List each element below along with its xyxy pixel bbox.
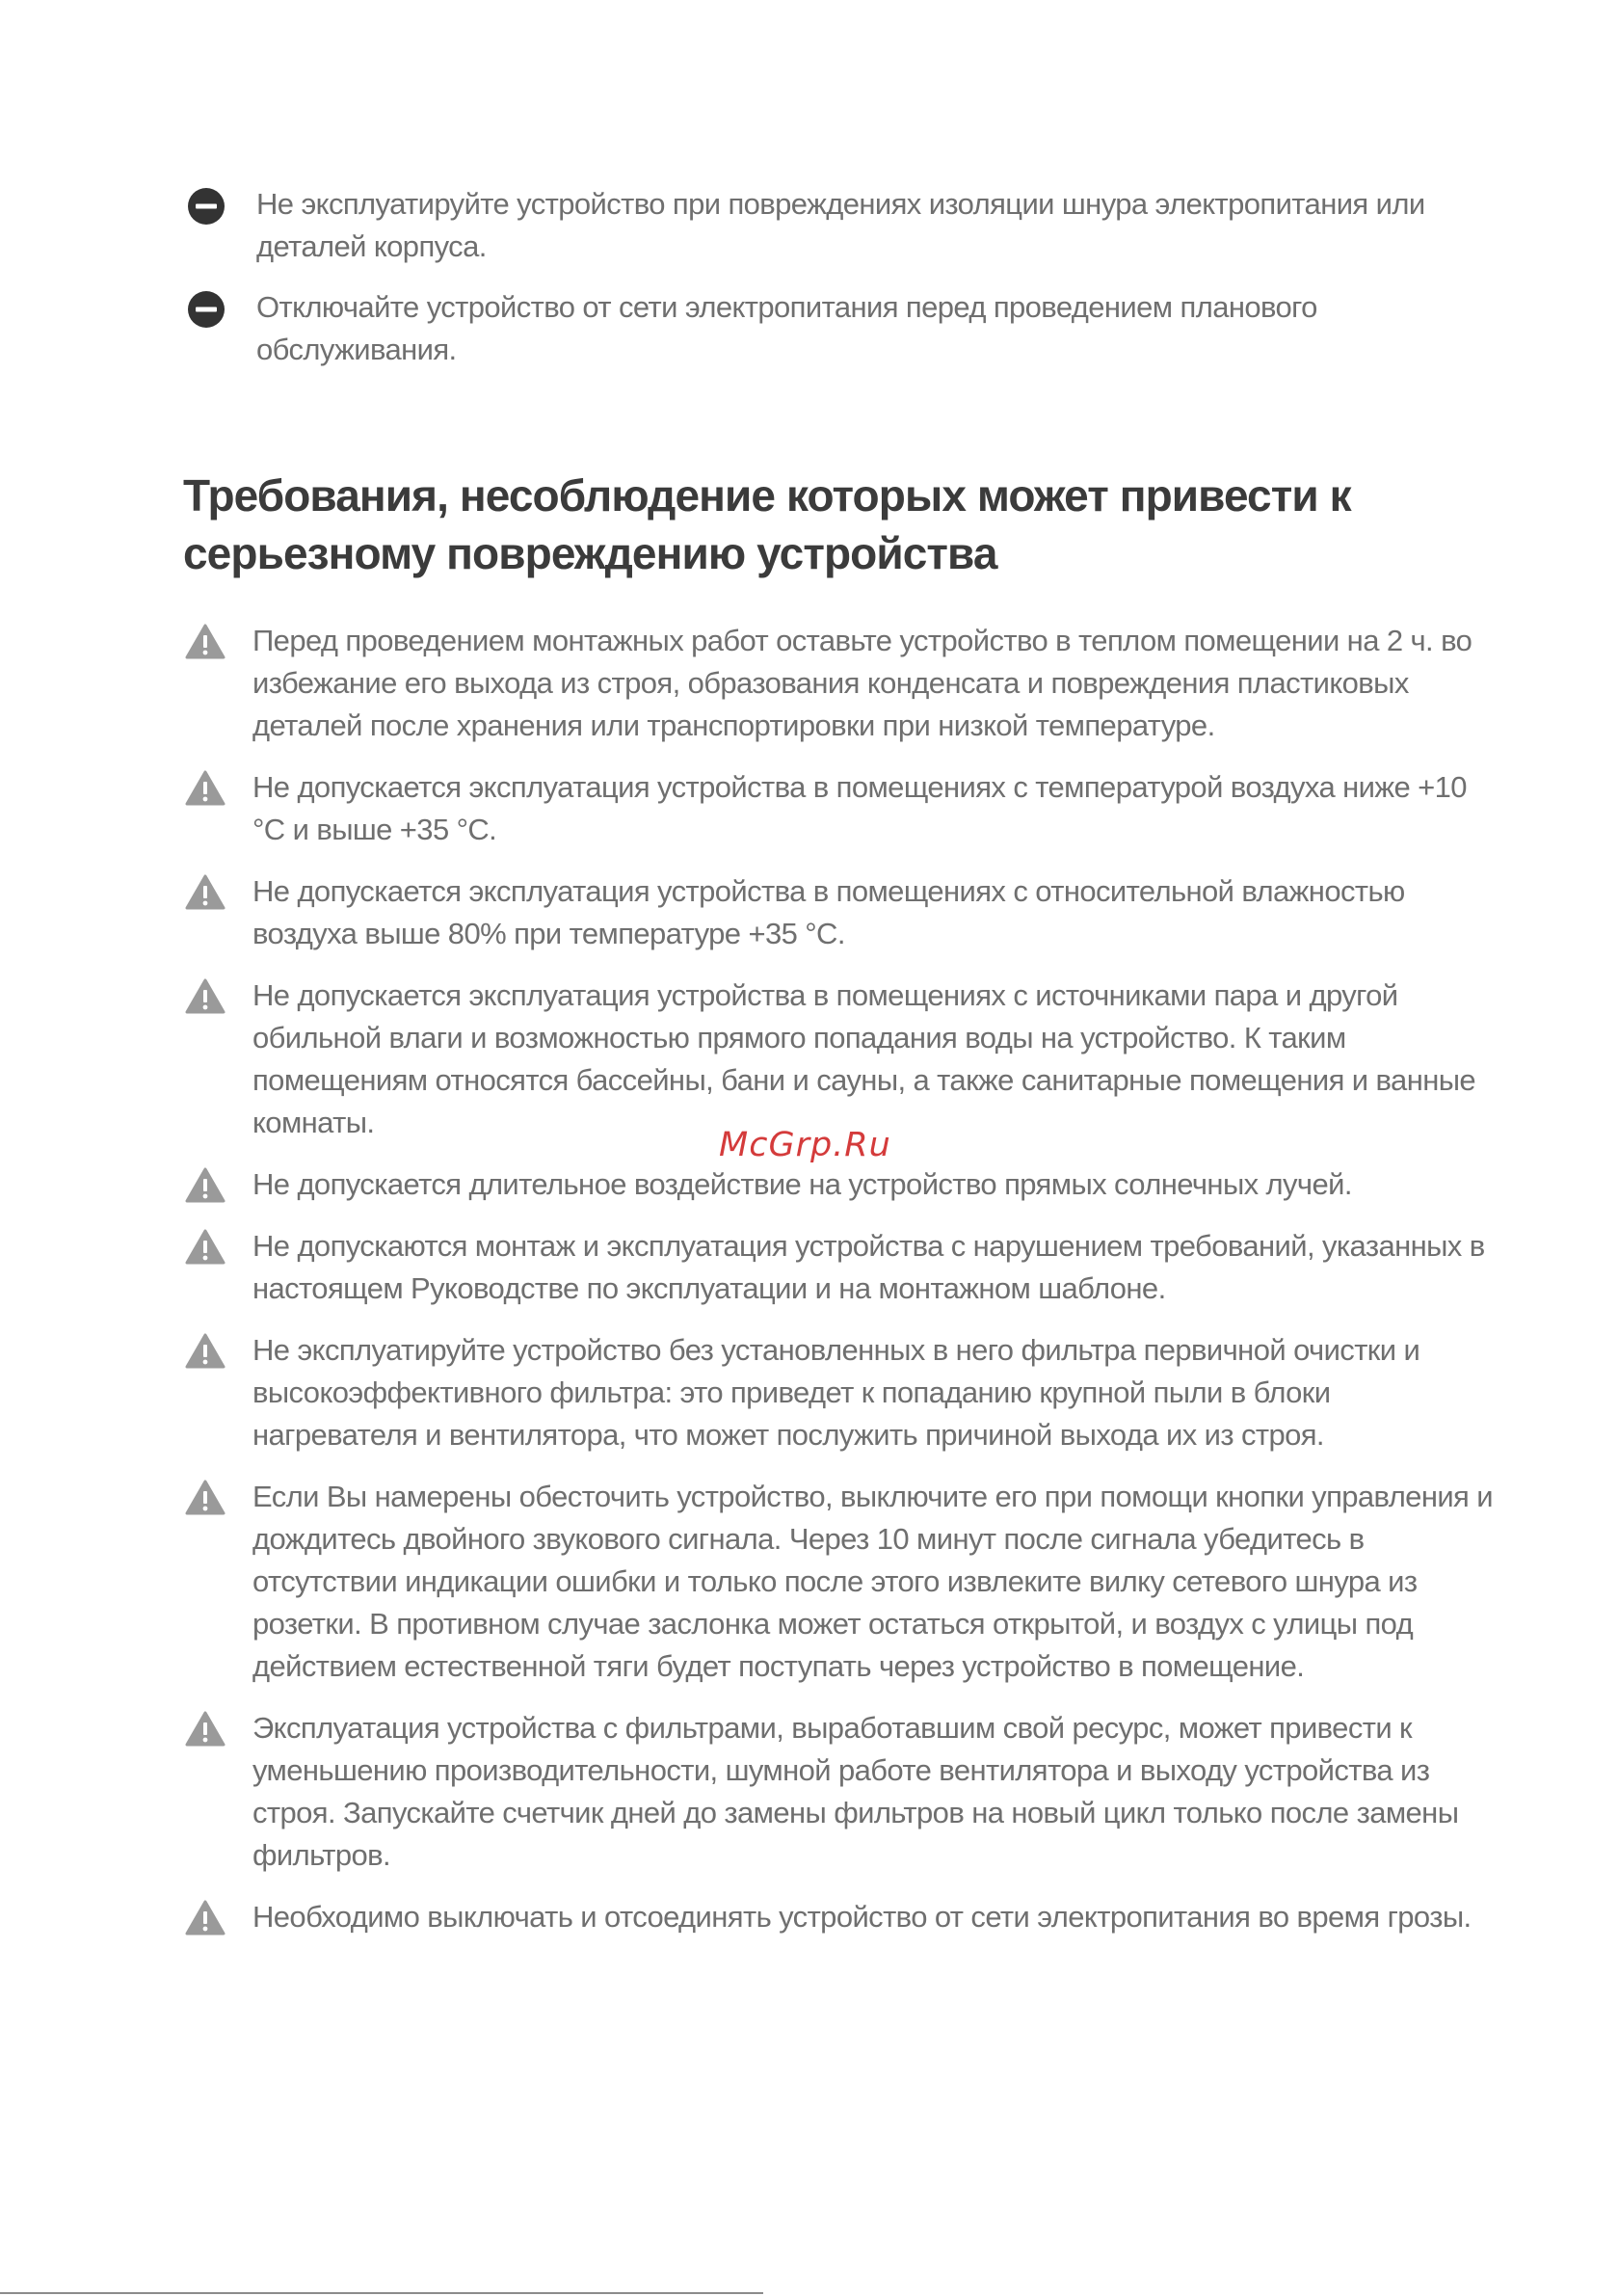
warning-text: Эксплуатация устройства с фильтрами, выработавшим свой ресурс, может привести к уменьшению производительности, шумной работе вентилятора и выходу устройства из строя. Запускайте счетчик дней до замены фильтров на новый цикл только после замены фильтров. xyxy=(252,1711,1459,1872)
warning-text: Не допускается эксплуатация устройства в помещениях с источниками пара и другой обильной влаги и возможностью прямого попадания воды на устройство. К таким помещениям относятся бассейны, бани и сауны, а также санитарные помещения и ванные комнаты. xyxy=(252,978,1476,1139)
warning-text: Не допускается эксплуатация устройства в помещениях с относительной влажностью воздуха выше 80% при температуре +35 °C. xyxy=(252,874,1405,950)
warning-list xyxy=(183,620,1494,1958)
warning-item xyxy=(183,620,1494,747)
warning-item xyxy=(183,1225,1494,1310)
prohibition-text: Не эксплуатируйте устройство при повреждениях изоляции шнура электропитания или деталей корпуса. xyxy=(256,187,1425,263)
warning-text: Не допускаются монтаж и эксплуатация устройства с нарушением требований, указанных в настоящем Руководстве по эксплуатации и на монтажном шаблоне. xyxy=(252,1229,1485,1305)
warning-icon xyxy=(185,1167,225,1204)
watermark: McGrp.Ru xyxy=(719,1126,891,1164)
warning-item xyxy=(183,870,1494,955)
warning-icon xyxy=(185,1711,225,1748)
warning-text: Не допускается длительное воздействие на устройство прямых солнечных лучей. xyxy=(252,1167,1352,1201)
footer-rule xyxy=(0,2292,763,2294)
warning-icon xyxy=(185,1480,225,1516)
warning-item xyxy=(183,1707,1494,1877)
warning-text: Не эксплуатируйте устройство без установленных в него фильтра первичной очистки и высокоэффективного фильтра: это приведет к попаданию крупной пыли в блоки нагревателя и вентилятора, что может послужить причиной выхода их из строя. xyxy=(252,1333,1420,1452)
warning-icon xyxy=(185,1900,225,1936)
section-title: Требования, несоблюдение которых может привести к серьезному повреждению устройства xyxy=(183,470,1351,578)
warning-text: Перед проведением монтажных работ оставьте устройство в теплом помещении на 2 ч. во избежание его выхода из строя, образования конденсата и повреждения пластиковых деталей после хранения или транспортировки при низкой температуре. xyxy=(252,624,1472,742)
prohibition-item xyxy=(183,286,1474,371)
prohibition-text: Отключайте устройство от сети электропитания перед проведением планового обслуживания. xyxy=(256,290,1317,366)
prohibition-list xyxy=(183,183,1474,389)
warning-text: Не допускается эксплуатация устройства в помещениях с температурой воздуха ниже +10 °C и выше +35 °C. xyxy=(252,770,1467,846)
prohibition-icon xyxy=(187,187,225,226)
warning-text: Необходимо выключать и отсоединять устройство от сети электропитания во время грозы. xyxy=(252,1900,1472,1934)
warning-icon xyxy=(185,978,225,1015)
warning-item xyxy=(183,1476,1494,1688)
warning-item xyxy=(183,1896,1494,1938)
prohibition-item xyxy=(183,183,1474,268)
warning-icon xyxy=(185,1333,225,1370)
warning-icon xyxy=(185,1229,225,1266)
warning-item xyxy=(183,1329,1494,1456)
prohibition-icon xyxy=(187,290,225,329)
warning-icon xyxy=(185,624,225,660)
warning-item xyxy=(183,1163,1494,1206)
warning-item xyxy=(183,766,1494,851)
warning-icon xyxy=(185,874,225,911)
warning-text: Если Вы намерены обесточить устройство, выключите его при помощи кнопки управления и дождитесь двойного звукового сигнала. Через 10 минут после сигнала убедитесь в отсутствии индикации ошибки и только после этого извлеките вилку сетевого шнура из розетки. В противном случае заслонка может остаться открытой, и воздух с улицы под действием естественной тяги будет поступать через устройство в помещение. xyxy=(252,1480,1493,1683)
warning-icon xyxy=(185,770,225,807)
warning-item xyxy=(183,974,1494,1144)
